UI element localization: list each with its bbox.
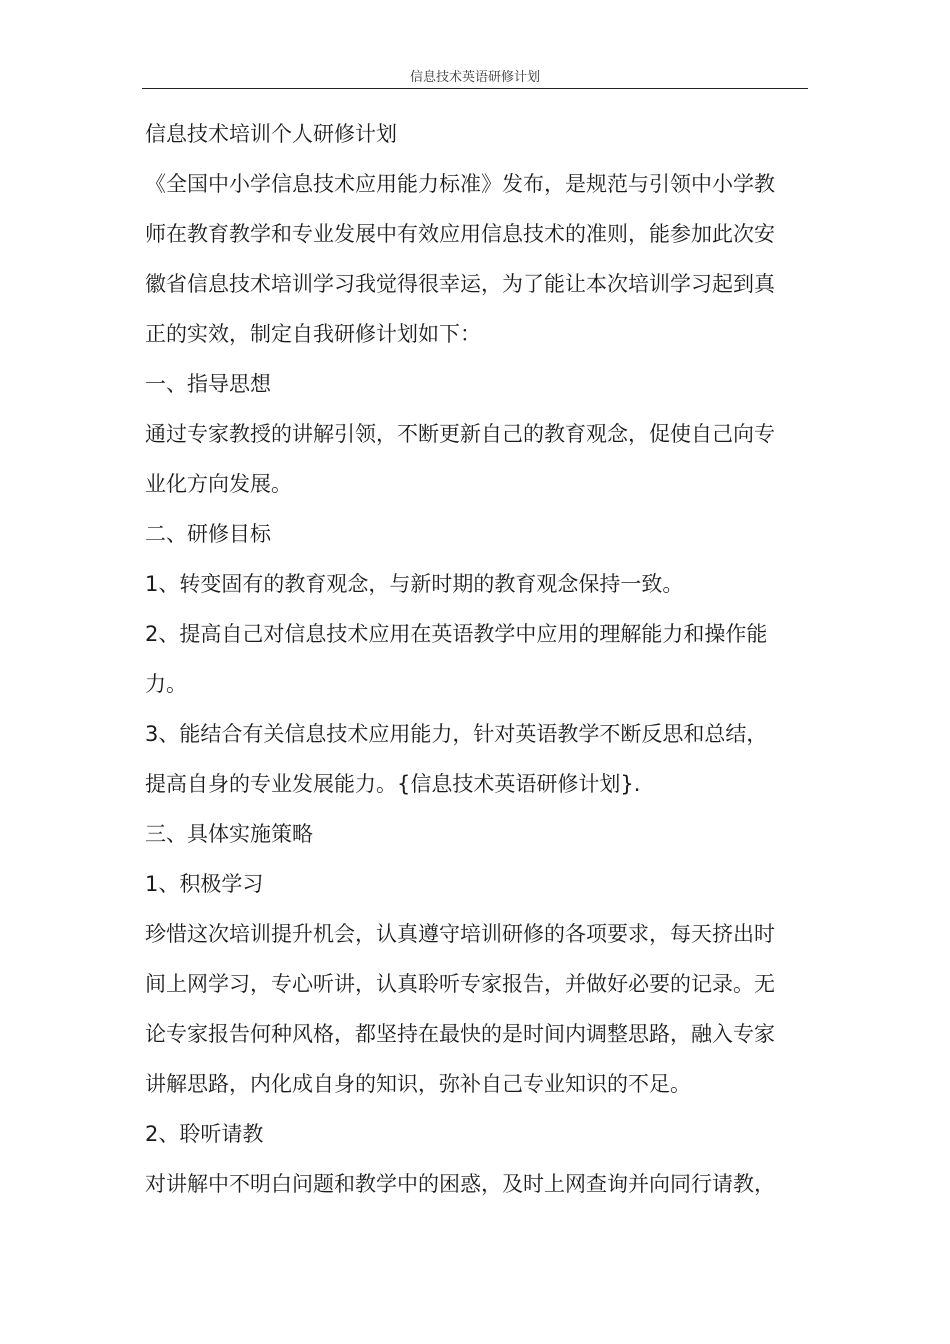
list-item: 3、能结合有关信息技术应用能力，针对英语教学不断反思和总结，	[145, 722, 768, 746]
paragraph-line: 通过专家教授的讲解引领，不断更新自己的教育观念，促使自己向专	[145, 422, 775, 446]
document-title: 信息技术培训个人研修计划	[145, 122, 397, 146]
paragraph-line: 对讲解中不明白问题和教学中的困惑，及时上网查询并向同行请教，	[145, 1172, 775, 1196]
running-header: 信息技术英语研修计划	[409, 70, 540, 85]
paragraph-line: 徽省信息技术培训学习我觉得很幸运，为了能让本次培训学习起到真	[145, 272, 775, 296]
list-item: 2、提高自己对信息技术应用在英语教学中应用的理解能力和操作能	[145, 622, 768, 646]
section-heading: 三、具体实施策略	[145, 822, 313, 846]
paragraph-line: 间上网学习，专心听讲，认真聆听专家报告，并做好必要的记录。无	[145, 972, 775, 996]
paragraph-line: 师在教育教学和专业发展中有效应用信息技术的准则，能参加此次安	[145, 222, 775, 246]
paragraph-line: 《全国中小学信息技术应用能力标准》发布，是规范与引领中小学教	[145, 172, 775, 196]
list-item: 力。	[145, 672, 187, 696]
subsection-heading: 2、聆听请教	[145, 1122, 264, 1146]
paragraph-line: 业化方向发展。	[145, 472, 292, 496]
subsection-heading: 1、积极学习	[145, 872, 264, 896]
paragraph-line: 讲解思路，内化成自身的知识，弥补自己专业知识的不足。	[145, 1072, 691, 1096]
paragraph-line: 珍惜这次培训提升机会，认真遵守培训研修的各项要求，每天挤出时	[145, 922, 775, 946]
list-item: 1、转变固有的教育观念，与新时期的教育观念保持一致。	[145, 572, 684, 596]
header-divider	[142, 88, 808, 89]
list-item: 提高自身的专业发展能力。{信息技术英语研修计划}.	[145, 772, 641, 796]
paragraph-line: 正的实效，制定自我研修计划如下：	[145, 322, 481, 346]
section-heading: 二、研修目标	[145, 522, 271, 546]
paragraph-line: 论专家报告何种风格，都坚持在最快的是时间内调整思路，融入专家	[145, 1022, 775, 1046]
section-heading: 一、指导思想	[145, 372, 271, 396]
